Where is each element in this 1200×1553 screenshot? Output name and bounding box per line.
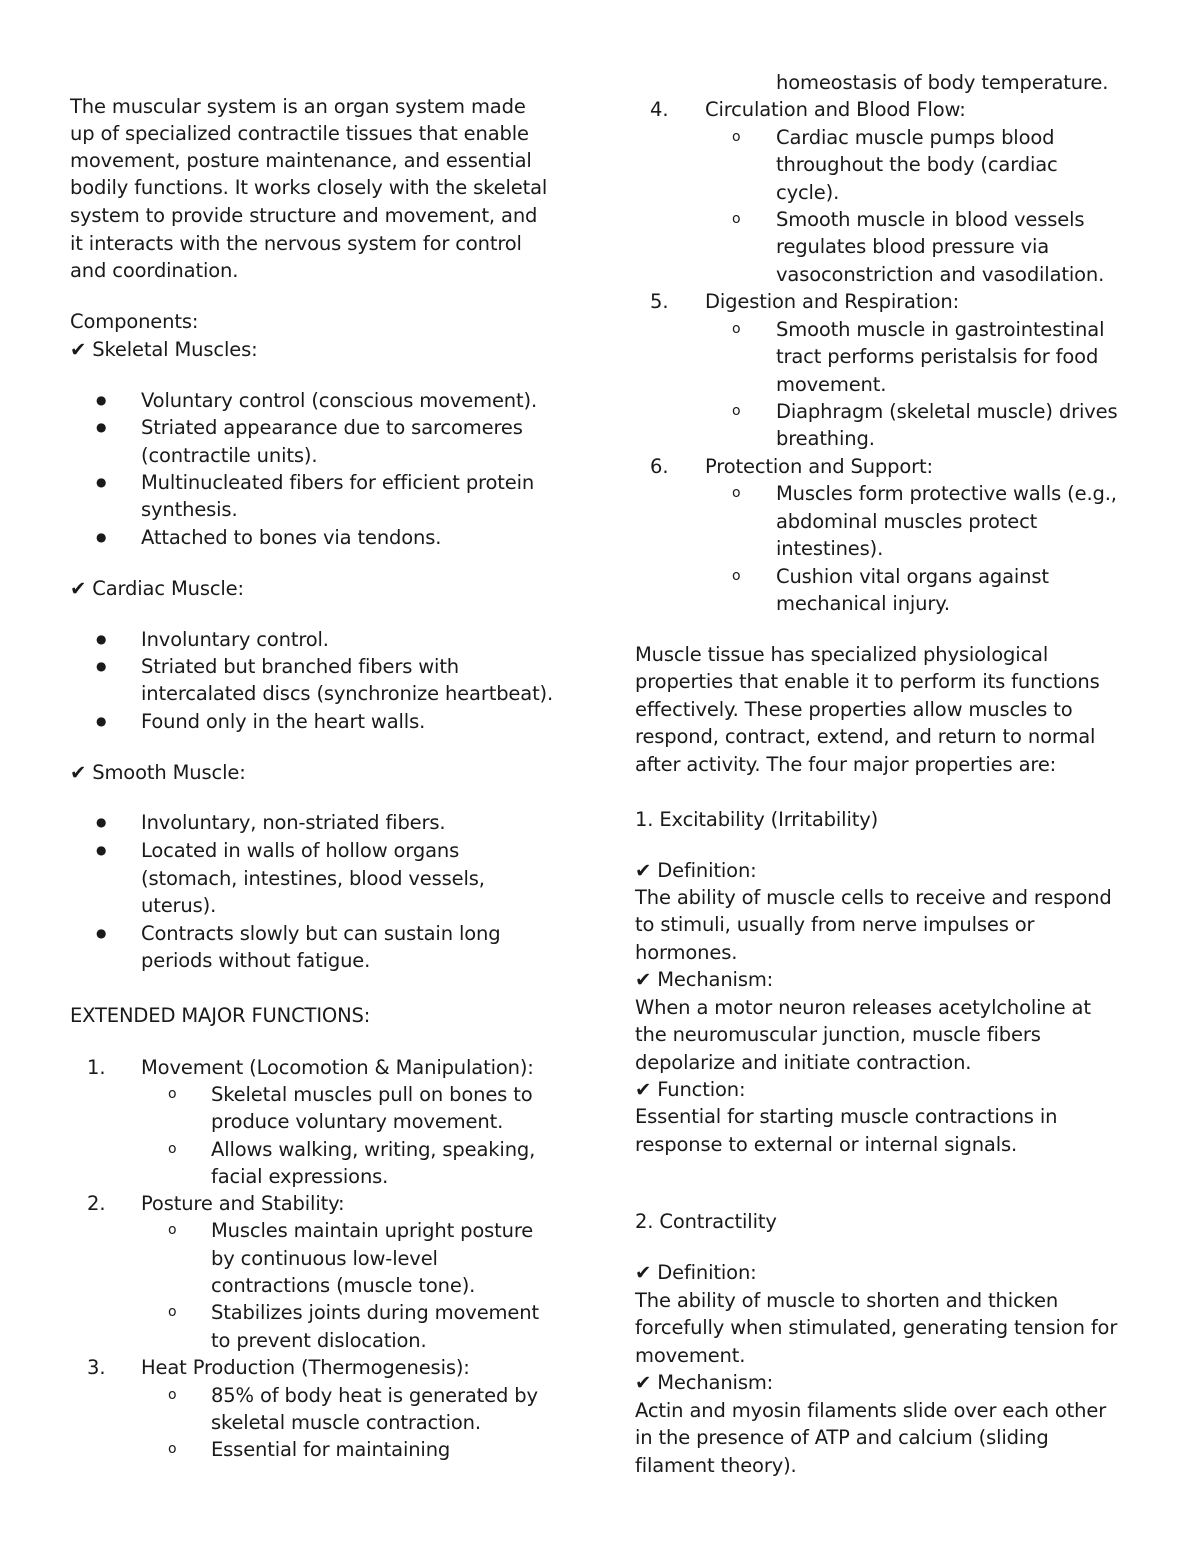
list-number: 3. (87, 1356, 106, 1379)
circle-bullet-icon: o (168, 1086, 177, 1102)
list-item: throughout the body (cardiac (776, 153, 1058, 176)
intro-line: up of specialized contractile tissues that enable (70, 122, 529, 145)
list-number: 6. (650, 455, 669, 478)
list-item: Involuntary, non-striated fibers. (141, 811, 446, 834)
list-item: mechanical injury. (776, 592, 950, 615)
circle-bullet-icon: o (732, 568, 741, 584)
list-item: intestines). (776, 537, 884, 560)
properties-intro-line: after activity. The four major properties are: (635, 753, 1057, 776)
bullet-icon: ● (96, 926, 107, 940)
list-item: movement. (776, 373, 887, 396)
list-item: Posture and Stability: (141, 1192, 345, 1215)
paragraph-line: in the presence of ATP and calcium (sliding (635, 1426, 1049, 1449)
paragraph-line: the neuromuscular junction, muscle fibers (635, 1023, 1041, 1046)
list-item: Striated appearance due to sarcomeres (141, 416, 523, 439)
list-item: vasoconstriction and vasodilation. (776, 263, 1105, 286)
list-item: regulates blood pressure via (776, 235, 1050, 258)
intro-line: bodily functions. It works closely with the skeletal (70, 176, 548, 199)
circle-bullet-icon: o (168, 1222, 177, 1238)
paragraph-line: hormones. (635, 941, 738, 964)
excitability-heading: 1. Excitability (Irritability) (635, 808, 879, 831)
contractility-heading: 2. Contractility (635, 1210, 777, 1233)
list-item: Circulation and Blood Flow: (705, 98, 966, 121)
paragraph-line: to stimuli, usually from nerve impulses or (635, 913, 1035, 936)
list-item: tract performs peristalsis for food (776, 345, 1099, 368)
list-item: Voluntary control (conscious movement). (141, 389, 538, 412)
list-item: Movement (Locomotion & Manipulation): (141, 1056, 534, 1079)
paragraph-line: The ability of muscle cells to receive and respond (635, 886, 1112, 909)
properties-intro-line: effectively. These properties allow muscles to (635, 698, 1073, 721)
list-item: Diaphragm (skeletal muscle) drives (776, 400, 1118, 423)
list-item: Digestion and Respiration: (705, 290, 960, 313)
list-item: Essential for maintaining (211, 1438, 451, 1461)
paragraph-line: When a motor neuron releases acetylcholine at (635, 996, 1091, 1019)
list-number: 4. (650, 98, 669, 121)
bullet-icon: ● (96, 659, 107, 673)
list-item: Striated but branched fibers with (141, 655, 460, 678)
list-item: skeletal muscle contraction. (211, 1411, 481, 1434)
circle-bullet-icon: o (732, 321, 741, 337)
list-item: periods without fatigue. (141, 949, 371, 972)
paragraph-line: forcefully when stimulated, generating tension for (635, 1316, 1118, 1339)
list-item: Involuntary control. (141, 628, 329, 651)
properties-intro-line: Muscle tissue has specialized physiological (635, 643, 1049, 666)
list-item: uterus). (141, 894, 217, 917)
paragraph-line: Actin and myosin filaments slide over each other (635, 1399, 1107, 1422)
list-number: 5. (650, 290, 669, 313)
list-item: Protection and Support: (705, 455, 933, 478)
paragraph-line: ✔ Definition: (635, 859, 757, 882)
paragraph-line: depolarize and initiate contraction. (635, 1051, 972, 1074)
list-number: 1. (87, 1056, 106, 1079)
list-item: Smooth muscle in blood vessels (776, 208, 1085, 231)
list-item: Smooth muscle in gastrointestinal (776, 318, 1105, 341)
properties-intro-line: respond, contract, extend, and return to normal (635, 725, 1096, 748)
list-item: homeostasis of body temperature. (776, 71, 1109, 94)
list-item: produce voluntary movement. (211, 1110, 504, 1133)
circle-bullet-icon: o (168, 1441, 177, 1457)
list-item: Found only in the heart walls. (141, 710, 426, 733)
paragraph-line: Essential for starting muscle contractions in (635, 1105, 1058, 1128)
components-heading: Components: (70, 310, 199, 333)
list-item: Cushion vital organs against (776, 565, 1049, 588)
circle-bullet-icon: o (732, 485, 741, 501)
list-item: breathing. (776, 427, 875, 450)
intro-line: and coordination. (70, 259, 239, 282)
circle-bullet-icon: o (168, 1141, 177, 1157)
list-item: abdominal muscles protect (776, 510, 1038, 533)
paragraph-line: response to external or internal signals. (635, 1133, 1018, 1156)
paragraph-line: The ability of muscle to shorten and thicken (635, 1289, 1059, 1312)
circle-bullet-icon: o (168, 1304, 177, 1320)
list-item: intercalated discs (synchronize heartbeat). (141, 682, 554, 705)
list-item: to prevent dislocation. (211, 1329, 427, 1352)
bullet-icon: ● (96, 815, 107, 829)
list-item: Contracts slowly but can sustain long (141, 922, 501, 945)
list-item: Located in walls of hollow organs (141, 839, 460, 862)
list-item: by continuous low-level (211, 1247, 438, 1270)
intro-line: it interacts with the nervous system for control (70, 232, 522, 255)
bullet-icon: ● (96, 843, 107, 857)
circle-bullet-icon: o (732, 403, 741, 419)
bullet-icon: ● (96, 530, 107, 544)
bullet-icon: ● (96, 475, 107, 489)
list-item: contractions (muscle tone). (211, 1274, 476, 1297)
cardiac-heading: ✔ Cardiac Muscle: (70, 577, 244, 600)
bullet-icon: ● (96, 632, 107, 646)
intro-line: The muscular system is an organ system made (70, 95, 526, 118)
intro-line: movement, posture maintenance, and essential (70, 149, 532, 172)
list-item: Allows walking, writing, speaking, (211, 1138, 536, 1161)
list-item: Attached to bones via tendons. (141, 526, 442, 549)
circle-bullet-icon: o (732, 211, 741, 227)
paragraph-line: filament theory). (635, 1454, 797, 1477)
list-item: Cardiac muscle pumps blood (776, 126, 1055, 149)
bullet-icon: ● (96, 420, 107, 434)
list-number: 2. (87, 1192, 106, 1215)
intro-line: system to provide structure and movement, and (70, 204, 538, 227)
list-item: Muscles form protective walls (e.g., (776, 482, 1117, 505)
list-item: (contractile units). (141, 444, 318, 467)
paragraph-line: ✔ Definition: (635, 1261, 757, 1284)
paragraph-line: ✔ Mechanism: (635, 968, 774, 991)
list-item: 85% of body heat is generated by (211, 1384, 538, 1407)
skeletal-heading: ✔ Skeletal Muscles: (70, 338, 258, 361)
list-item: Stabilizes joints during movement (211, 1301, 539, 1324)
paragraph-line: movement. (635, 1344, 746, 1367)
paragraph-line: ✔ Mechanism: (635, 1371, 774, 1394)
functions-heading: EXTENDED MAJOR FUNCTIONS: (70, 1004, 371, 1027)
list-item: cycle). (776, 181, 840, 204)
circle-bullet-icon: o (732, 129, 741, 145)
bullet-icon: ● (96, 714, 107, 728)
paragraph-line: ✔ Function: (635, 1078, 746, 1101)
list-item: Heat Production (Thermogenesis): (141, 1356, 470, 1379)
properties-intro-line: properties that enable it to perform its functions (635, 670, 1100, 693)
list-item: synthesis. (141, 498, 238, 521)
bullet-icon: ● (96, 393, 107, 407)
smooth-heading: ✔ Smooth Muscle: (70, 761, 246, 784)
list-item: facial expressions. (211, 1165, 389, 1188)
list-item: Muscles maintain upright posture (211, 1219, 534, 1242)
list-item: Skeletal muscles pull on bones to (211, 1083, 533, 1106)
list-item: (stomach, intestines, blood vessels, (141, 867, 485, 890)
circle-bullet-icon: o (168, 1387, 177, 1403)
list-item: Multinucleated fibers for efficient protein (141, 471, 535, 494)
